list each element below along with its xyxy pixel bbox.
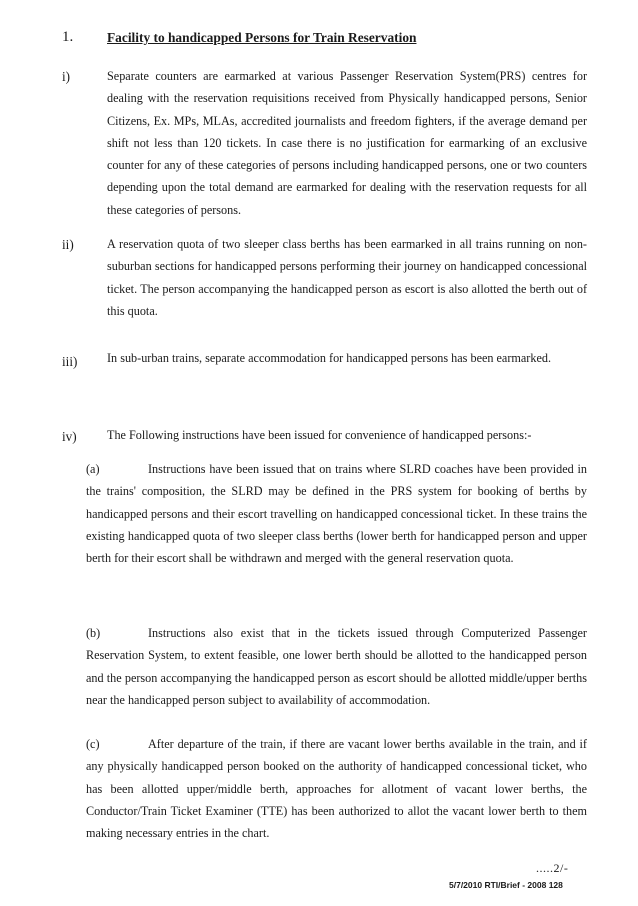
subitem-label-b: (b) xyxy=(86,626,101,640)
item-text-ii: A reservation quota of two sleeper class berths has been earmarked in all trains running on non-suburban sections for handicapped persons performing their journey on handicapped concessional ticket. The person accompanying the handicapped person as escort is also allotted the berth out of this quota. xyxy=(107,237,587,318)
section-number: 1. xyxy=(62,29,74,45)
item-label-iii: iii) xyxy=(62,354,78,369)
subitem-text-b: Instructions also exist that in the tickets issued through Computerized Passenger Reservation System, to extent feasible, one lower berth should be allotted to the handicapped person and the person accompanying the handicapped person as escort should be allotted middle/upper berths near the handicapped person subject to availability of accommodation. xyxy=(86,626,587,707)
section-title: Facility to handicapped Persons for Train Reservation xyxy=(107,30,417,45)
subitem-text-c: After departure of the train, if there are vacant lower berths available in the train, and if any physically handicapped person booked on the authority of handicapped concessional ticket, who has been allotted upper/middle berth, approaches for allotment of vacant lower berths, the Conductor/Train Ticket Examiner (TTE) has been authorized to allot the vacant lower berth to them making necessary entries in the chart. xyxy=(86,737,587,841)
subitem-text-a: Instructions have been issued that on trains where SLRD coaches have been provided in the trains' composition, the SLRD may be defined in the PRS system for booking of berths by handicapped persons and their escort travelling on handicapped concessional ticket. In these trains the existing handicapped quota of two sleeper class berths (lower berth for handicapped person and upper berth for their escort shall be withdrawn and merged with the general reservation quota. xyxy=(86,462,587,566)
subitem-label-a: (a) xyxy=(86,462,100,476)
item-label-ii: ii) xyxy=(62,237,74,252)
continuation-marker: .....2/- xyxy=(536,861,569,875)
item-text-i: Separate counters are earmarked at various Passenger Reservation System(PRS) centres for dealing with the reservation requisitions received from Physically handicapped persons, Senior Citizens, Ex. MPs, MLAs, accredited journalists and freedom fighters, if the average demand per shift not less than 120 tickets. In case there is no justification for earmarking of an exclusive counter for any of these categories of persons including handicapped persons, one or two counters depending upon the total demand are earmarked for dealing with the reservation requests for all these categories of persons. xyxy=(107,69,587,217)
item-label-i: i) xyxy=(62,69,71,84)
item-label-iv: iv) xyxy=(62,429,77,444)
item-text-iv: The Following instructions have been issued for convenience of handicapped persons:- xyxy=(107,428,532,442)
item-text-iii: In sub-urban trains, separate accommodation for handicapped persons has been earmarked. xyxy=(107,351,551,365)
subitem-label-c: (c) xyxy=(86,737,100,751)
page-footer: 5/7/2010 RTI/Brief - 2008 128 xyxy=(449,880,563,890)
